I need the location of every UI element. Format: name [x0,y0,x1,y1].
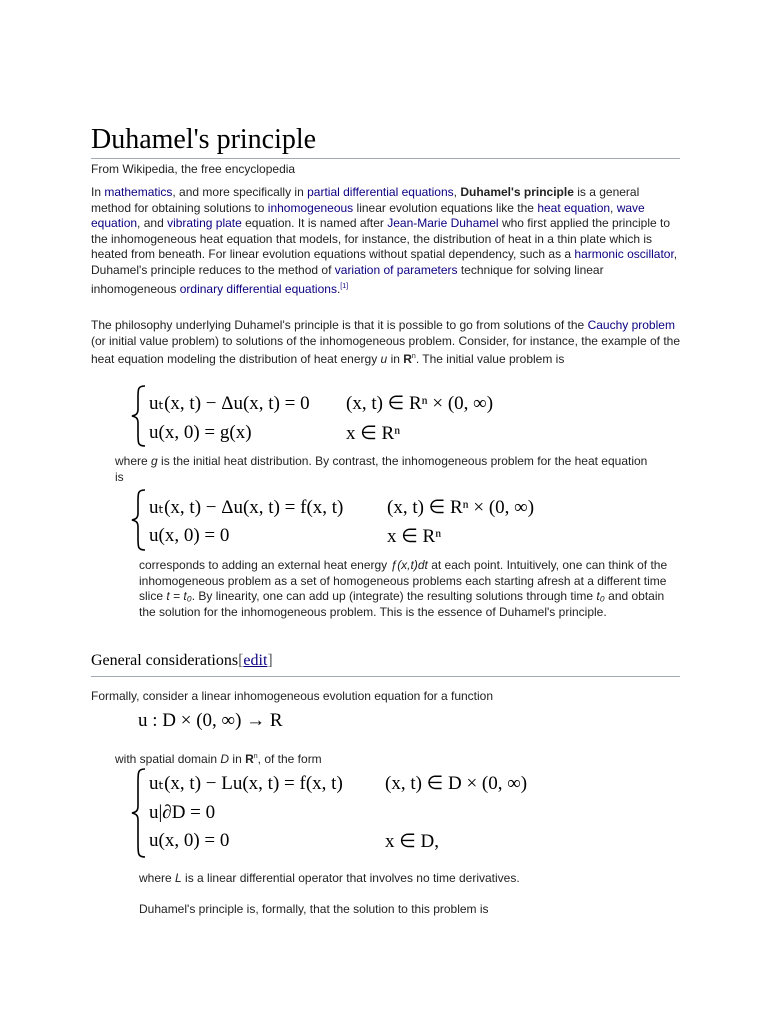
eq3-expr: u : D × (0, ∞) → R [138,710,283,731]
intro-text: linear evolution equations like the [353,200,538,215]
link-wave-equation[interactable]: wave equation [91,200,645,231]
var-u: u [380,352,388,367]
eq2-row2-rhs: x ∈ Rⁿ [387,526,442,547]
corresponds-text: and obtain the solution for the inhomogeneous problem. This is the essence of Duhamel's principle. [139,589,665,619]
var-D: D [220,752,230,766]
eq1-row1-lhs: uₜ(x, t) − Δu(x, t) = 0 [149,393,310,414]
eq4-row2-lhs: u|∂D = 0 [149,802,216,823]
eq2-row2-lhs: u(x, 0) = 0 [149,525,230,546]
site-tagline: From Wikipedia, the free encyclopedia [91,162,296,176]
intro-text: is a general method for obtaining solutions to [91,185,640,215]
where-L-text: where [139,871,176,885]
left-brace-icon [131,385,147,447]
spatial-text: with spatial domain [115,752,221,766]
equation-function-signature [138,708,358,736]
section-heading-general-considerations [91,650,680,677]
eq2-row1-rhs: (x, t) ∈ Rⁿ × (0, ∞) [387,497,535,518]
superscript-n: n [411,353,416,361]
equation-inhomogeneous-problem [131,488,571,552]
intro-text: In [91,185,105,199]
intro-text: , Duhamel's principle reduces to the method of [91,247,678,277]
intro-text: , and more specifically in [172,185,308,199]
eq4-row1-rhs: (x, t) ∈ D × (0, ∞) [385,773,528,794]
intro-text: equation. It is named after [241,216,388,231]
eq2-row1-lhs: uₜ(x, t) − Δu(x, t) = f(x, t) [149,497,344,518]
superscript-n: n [253,753,258,760]
equation-general-form [131,766,561,860]
left-brace-icon [131,489,147,551]
var-g: g [151,454,158,468]
set-R: R [403,352,412,367]
eq1-row1-rhs: (x, t) ∈ Rⁿ × (0, ∞) [346,393,494,414]
equation-initial-value-problem [131,384,551,448]
eq4-row3-rhs: x ∈ D, [385,831,440,852]
corresponds-paragraph [139,558,679,620]
philosophy-text: (or initial value problem) to solutions of the inhomogeneous problem. Consider, for instance, the example of the heat equation modeling the distribution of heat energy [91,333,680,367]
var-t0: t₀ [596,589,605,604]
link-harmonic-oscillator[interactable]: harmonic oscillator [574,247,674,262]
edit-bracket-open: [ [238,652,244,669]
eq1-row2-rhs: x ∈ Rⁿ [346,423,401,444]
intro-text: who first applied the principle to the inhomogeneous heat equation that models, for instance, the distribution of heat in a thin plate which is heated from beneath. For linear evolution equations without spatial dependency, such as a [91,216,671,262]
edit-section-link[interactable]: edit [243,652,268,669]
link-heat-equation[interactable]: heat equation [537,200,611,215]
philosophy-text: . The initial value problem is [415,352,565,367]
link-jean-marie-duhamel[interactable]: Jean-Marie Duhamel [387,216,499,231]
spatial-text: in [229,752,246,766]
intro-text: . [336,281,341,296]
philosophy-paragraph [91,318,680,368]
philosophy-text: in [387,352,404,367]
formal-statement-paragraph: Duhamel's principle is, formally, that the solution to this problem is [139,902,489,916]
expr-tslice: t = t₀ [166,589,192,604]
link-cauchy-problem[interactable]: Cauchy problem [587,318,675,332]
intro-text: , [610,200,617,215]
reference-link[interactable]: [1] [340,282,349,290]
eq4-row1-lhs: uₜ(x, t) − Lu(x, t) = f(x, t) [149,773,343,794]
expr-fdt: ƒ(x,t)dt [390,558,428,572]
where-g-paragraph [115,454,655,485]
link-ordinary-differential-equations[interactable]: ordinary differential equations [179,281,337,296]
link-variation-of-parameters[interactable]: variation of parameters [334,262,458,277]
philosophy-text: The philosophy underlying Duhamel's principle is that it is possible to go from solutions of the [91,318,588,332]
left-brace-icon [131,768,147,858]
bold-term: Duhamel's principle [460,185,574,199]
section-title: General considerations [91,652,239,669]
intro-paragraph [91,185,680,297]
page-title: Duhamel's principle [91,124,680,159]
eq4-row3-lhs: u(x, 0) = 0 [149,830,230,851]
intro-text: technique for solving linear inhomogeneous [91,262,604,296]
spatial-domain-paragraph [115,749,655,768]
intro-text: , and [137,216,168,231]
where-L-text: is a linear differential operator that involves no time derivatives. [181,871,520,885]
corresponds-text: . By linearity, one can add up (integrate) the resulting solutions through time [191,589,597,604]
corresponds-text: at each point. Intuitively, one can think of the inhomogeneous problem as a set of homogeneous problems each starting afresh at a different time slice [139,558,668,604]
edit-bracket-close: ] [267,652,273,669]
where-g-text: is the initial heat distribution. By contrast, the inhomogeneous problem for the heat equation is [115,454,648,484]
var-L: L [175,871,182,885]
link-inhomogeneous[interactable]: inhomogeneous [267,200,354,215]
where-g-text: where [115,454,152,468]
formally-paragraph: Formally, consider a linear inhomogeneous evolution equation for a function [91,689,494,703]
link-partial-differential-equations[interactable]: partial differential equations [307,185,454,199]
eq1-row2-lhs: u(x, 0) = g(x) [149,422,252,443]
link-vibrating-plate[interactable]: vibrating plate [167,216,242,231]
set-R: R [245,752,254,766]
link-mathematics[interactable]: mathematics [104,185,173,199]
where-L-paragraph [139,871,679,887]
intro-text: , [453,185,461,199]
spatial-text: , of the form [257,752,322,766]
corresponds-text: corresponds to adding an external heat energy [139,558,391,572]
